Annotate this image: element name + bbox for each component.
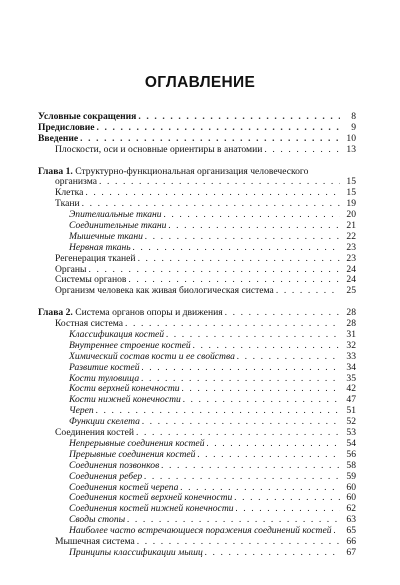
toc-entry-page: 62 xyxy=(346,503,356,515)
toc-entry-title: Соединительные ткани xyxy=(69,220,167,232)
dot-leader xyxy=(164,210,340,221)
dot-leader xyxy=(183,395,340,406)
toc-entry-title: Своды стопы xyxy=(69,514,126,526)
toc-entry-page: 15 xyxy=(346,187,356,199)
chapter-1-title: Структурно-функциональная организация человеческого xyxy=(75,165,309,177)
toc-entry-title: Плоскости, оси и основные ориентиры в анатомии xyxy=(55,143,263,155)
toc-entry-page: 66 xyxy=(346,535,356,547)
toc-entry-page: 58 xyxy=(346,459,356,471)
page-title: ОГЛАВЛЕНИЕ xyxy=(144,74,256,91)
toc-entry-title: Мышечная система xyxy=(55,535,135,547)
chapter-2-label: Глава 2. xyxy=(38,307,73,319)
toc-entry-page: 53 xyxy=(346,427,356,439)
section-gap xyxy=(38,156,356,167)
toc-entry-title: Соединения ребер xyxy=(69,470,143,482)
toc-entry-title: Мышечные ткани xyxy=(69,230,143,242)
chapter-1-entries xyxy=(38,188,356,297)
toc-entry[interactable] xyxy=(38,145,356,156)
toc-entry-title: Предисловие xyxy=(38,121,95,133)
toc-entry[interactable] xyxy=(38,472,356,483)
toc-entry-page: 63 xyxy=(346,514,356,526)
toc-entry-page: 52 xyxy=(346,416,356,428)
toc-entry-title: Кости туловища xyxy=(69,372,140,384)
toc-entry-title: Классификация костей xyxy=(69,329,165,341)
dot-leader xyxy=(142,363,340,374)
toc-entry-page: 32 xyxy=(346,339,356,351)
toc-entry-page: 56 xyxy=(346,448,356,460)
toc-entry-page: 59 xyxy=(346,470,356,482)
toc-entry[interactable] xyxy=(38,461,356,472)
toc-entry-title: Системы органов xyxy=(55,274,127,286)
dot-leader xyxy=(166,330,340,341)
toc-entry[interactable] xyxy=(38,363,356,374)
dot-leader xyxy=(197,450,340,461)
toc-entry-title: Костная система xyxy=(55,318,123,330)
toc-entry-title: Соединения позвонков xyxy=(69,459,160,471)
toc-entry-title: Клетка xyxy=(55,187,84,199)
table-of-contents xyxy=(38,112,356,559)
toc-entry[interactable] xyxy=(38,254,356,265)
toc-entry-title: Наиболее часто встречающиеся поражения соединений костей xyxy=(69,525,332,537)
toc-entry-title: Ткани xyxy=(55,198,80,210)
chapter-1-label: Глава 1. xyxy=(38,165,73,177)
toc-entry-title: Организм человека как живая биологическая система xyxy=(55,285,274,297)
toc-entry-page: 23 xyxy=(346,252,356,264)
toc-entry-page: 51 xyxy=(346,405,356,417)
toc-entry[interactable] xyxy=(38,188,356,199)
toc-entry-page: 47 xyxy=(346,394,356,406)
toc-entry-page: 34 xyxy=(346,361,356,373)
toc-entry-title: Нервная ткань xyxy=(69,241,131,253)
toc-entry-page: 42 xyxy=(346,383,356,395)
dot-leader xyxy=(234,493,340,504)
toc-entry-page: 22 xyxy=(346,230,356,242)
toc-entry-page: 35 xyxy=(346,372,356,384)
toc-entry-page: 19 xyxy=(346,198,356,210)
dot-leader xyxy=(142,417,340,428)
toc-entry-page: 23 xyxy=(346,241,356,253)
toc-entry-page: 24 xyxy=(346,263,356,275)
toc-entry-title: Регенерация тканей xyxy=(55,252,136,264)
toc-entry-title: Функции скелета xyxy=(69,416,140,428)
toc-entry-page: 24 xyxy=(346,274,356,286)
dot-leader xyxy=(182,384,340,395)
dot-leader xyxy=(99,177,340,188)
toc-entry[interactable] xyxy=(38,548,356,559)
toc-entry-page: 60 xyxy=(346,481,356,493)
dot-leader xyxy=(168,221,340,232)
toc-entry-title: Кости нижней конечности xyxy=(69,394,181,406)
toc-entry-title: Условные сокращения xyxy=(38,111,137,122)
toc-entry-page: 60 xyxy=(346,492,356,504)
dot-leader xyxy=(138,254,340,265)
dot-leader xyxy=(264,145,340,156)
front-matter-list xyxy=(38,112,356,156)
toc-entry-title: Непрерывные соединения костей xyxy=(69,437,205,449)
chapter-2-entries xyxy=(38,319,356,559)
dot-leader xyxy=(89,265,341,276)
dot-leader xyxy=(138,112,340,123)
toc-entry-title: Химический состав кости и ее свойства xyxy=(69,350,235,362)
toc-entry-page: 31 xyxy=(346,329,356,341)
dot-leader xyxy=(85,188,340,199)
toc-entry-page: 67 xyxy=(346,546,356,558)
chapter-1-page: 15 xyxy=(346,176,356,188)
dot-leader xyxy=(145,232,340,243)
toc-entry-page: 20 xyxy=(346,209,356,221)
toc-entry-page: 54 xyxy=(346,437,356,449)
toc-entry-page: 8 xyxy=(351,111,356,122)
chapter-2-page: 28 xyxy=(346,307,356,319)
dot-leader xyxy=(225,308,340,319)
dot-leader xyxy=(133,243,340,254)
dot-leader xyxy=(276,286,340,297)
toc-entry-title: Прерывные соединения костей xyxy=(69,448,196,460)
toc-entry-page: 9 xyxy=(351,121,356,133)
toc-entry-title: Соединения костей черепа xyxy=(69,481,179,493)
toc-entry[interactable] xyxy=(38,286,356,297)
toc-entry-title: Внутреннее строение костей xyxy=(69,339,191,351)
toc-entry-page: 65 xyxy=(346,525,356,537)
chapter-2-title: Система органов опоры и движения xyxy=(75,307,223,319)
toc-entry-title: Соединения костей xyxy=(55,427,134,439)
toc-entry-title: Кости верхней конечности xyxy=(69,383,180,395)
dot-leader xyxy=(237,352,340,363)
toc-entry-title: Развитие костей xyxy=(69,361,140,373)
toc-entry-page: 33 xyxy=(346,350,356,362)
toc-entry-title: Органы xyxy=(55,263,87,275)
dot-leader xyxy=(205,548,340,559)
toc-entry-page: 13 xyxy=(346,143,356,155)
dot-leader xyxy=(96,123,340,134)
toc-entry-title: Череп xyxy=(69,405,94,417)
toc-entry-page: 10 xyxy=(346,132,356,144)
dot-leader xyxy=(144,472,340,483)
dot-leader xyxy=(334,526,340,537)
dot-leader xyxy=(236,504,340,515)
dot-leader xyxy=(161,461,340,472)
toc-entry-title: Соединения костей верхней конечности xyxy=(69,492,233,504)
toc-entry-title: Соединения костей нижней конечности xyxy=(69,503,234,515)
dot-leader xyxy=(207,439,341,450)
toc-entry-page: 28 xyxy=(346,318,356,330)
toc-entry-page: 21 xyxy=(346,220,356,232)
chapter-1-heading-continuation[interactable] xyxy=(38,177,356,188)
toc-entry-title: Принципы классификации мышц xyxy=(69,546,203,558)
toc-entry[interactable] xyxy=(38,123,356,134)
toc-entry-page: 25 xyxy=(346,285,356,297)
toc-entry-title: Введение xyxy=(38,132,79,144)
toc-entry-title: Эпителиальные ткани xyxy=(69,209,162,221)
chapter-1-title-line2: организма xyxy=(55,176,97,188)
